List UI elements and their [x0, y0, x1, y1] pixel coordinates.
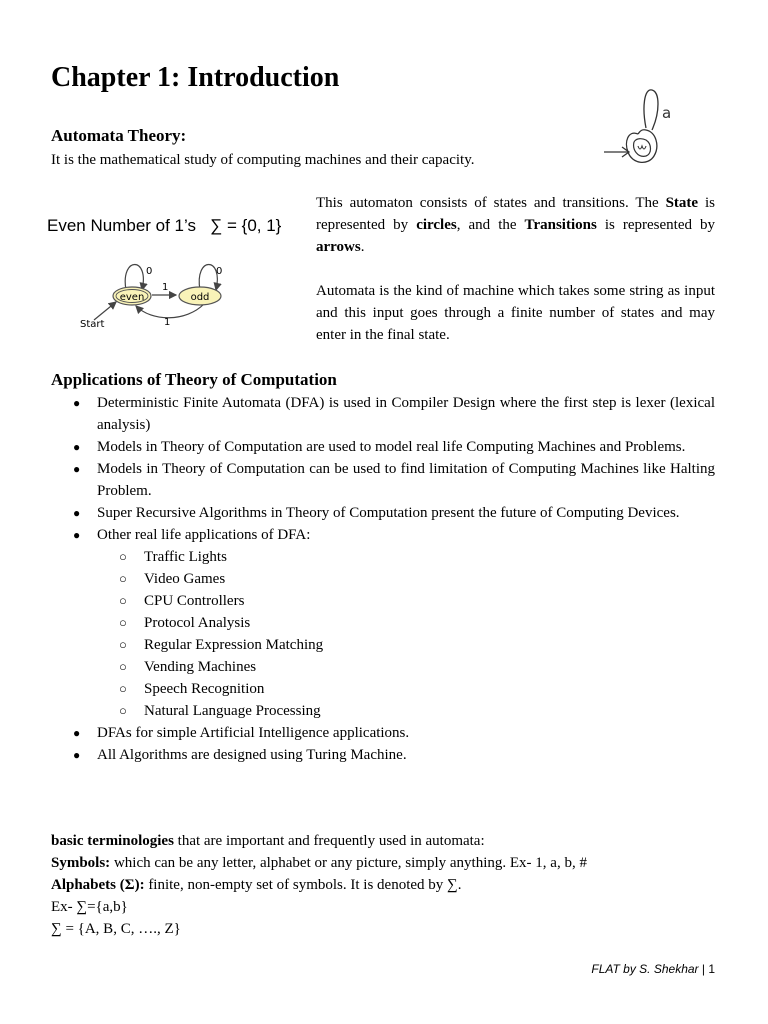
edge-top-label: 1 [162, 282, 169, 293]
sketch-label: a [662, 104, 672, 122]
list-item: ● Other real life applications of DFA: ○ Traffic Lights ○ Video Games ○ CPU Controllers ○ Protocol Analysis ○ Regular Expression Matching ○ Vending Machines ○ Speech Recognition ○ Natural Language Processing [51, 524, 715, 722]
symbols-definition: Symbols: which can be any letter, alphabet or any picture, simply anything. Ex- 1, a, b, # [51, 855, 587, 871]
automaton-description: This automaton consists of states and transitions. The State is represented by circles, and the Transitions is represented by arrows. [316, 195, 715, 255]
loop-even-arrow [125, 265, 143, 291]
edge-odd-to-even [136, 304, 204, 318]
diagram-title: Even Number of 1’s ∑ = {0, 1} [47, 216, 282, 235]
edge-bottom-label: 1 [164, 317, 171, 328]
list-item: ● Models in Theory of Computation are used to model real life Computing Machines and Problems. [51, 436, 715, 458]
page-footer: FLAT by S. Shekhar | 1 [591, 962, 715, 976]
loop-odd-arrow [199, 265, 217, 291]
applications-list [51, 392, 715, 766]
loop-even-label: 0 [146, 266, 153, 277]
sub-list-item: ○ Video Games [97, 568, 715, 590]
applications-heading: Applications of Theory of Computation [51, 370, 337, 389]
alphabet-example-2: ∑ = {A, B, C, …., Z} [51, 921, 181, 937]
alphabets-definition: Alphabets (Σ): finite, non-empty set of symbols. It is denoted by ∑. [51, 877, 462, 893]
list-item: ● DFAs for simple Artificial Intelligence applications. [51, 722, 715, 744]
list-item: ● Models in Theory of Computation can be used to find limitation of Computing Machines like Halting Problem. [51, 458, 715, 502]
state-odd-label: odd [190, 292, 210, 303]
sub-list-item: ○ Vending Machines [97, 656, 715, 678]
list-item: ● Deterministic Finite Automata (DFA) is used in Compiler Design where the first step is lexer (lexical analysis) [51, 392, 715, 436]
start-arrow [94, 302, 116, 320]
page-title: Chapter 1: Introduction [51, 62, 340, 93]
dfa-applications-list [97, 546, 715, 722]
sub-list-item: ○ CPU Controllers [97, 590, 715, 612]
dfa-diagram [76, 250, 246, 334]
list-item: ● All Algorithms are designed using Turing Machine. [51, 744, 715, 766]
sub-list-item: ○ Protocol Analysis [97, 612, 715, 634]
state-even-label: even [119, 292, 145, 303]
loop-odd-label: 0 [216, 266, 223, 277]
automata-definition: It is the mathematical study of computing machines and their capacity. [51, 152, 475, 168]
sub-list-item: ○ Speech Recognition [97, 678, 715, 700]
start-label: Start [80, 319, 105, 330]
terminologies-intro: basic terminologies that are important and frequently used in automata: [51, 833, 485, 849]
sub-list-item: ○ Natural Language Processing [97, 700, 715, 722]
list-item: ● Super Recursive Algorithms in Theory of Computation present the future of Computing Devices. [51, 502, 715, 524]
automata-machine-description: Automata is the kind of machine which takes some string as input and this input goes through a finite number of states and may enter in the final state. [316, 283, 715, 343]
sub-list-item: ○ Regular Expression Matching [97, 634, 715, 656]
handdrawn-automaton-sketch [598, 86, 688, 178]
alphabet-example-1: Ex- ∑={a,b} [51, 899, 128, 915]
automata-theory-heading: Automata Theory: [51, 126, 187, 145]
sub-list-item: ○ Traffic Lights [97, 546, 715, 568]
